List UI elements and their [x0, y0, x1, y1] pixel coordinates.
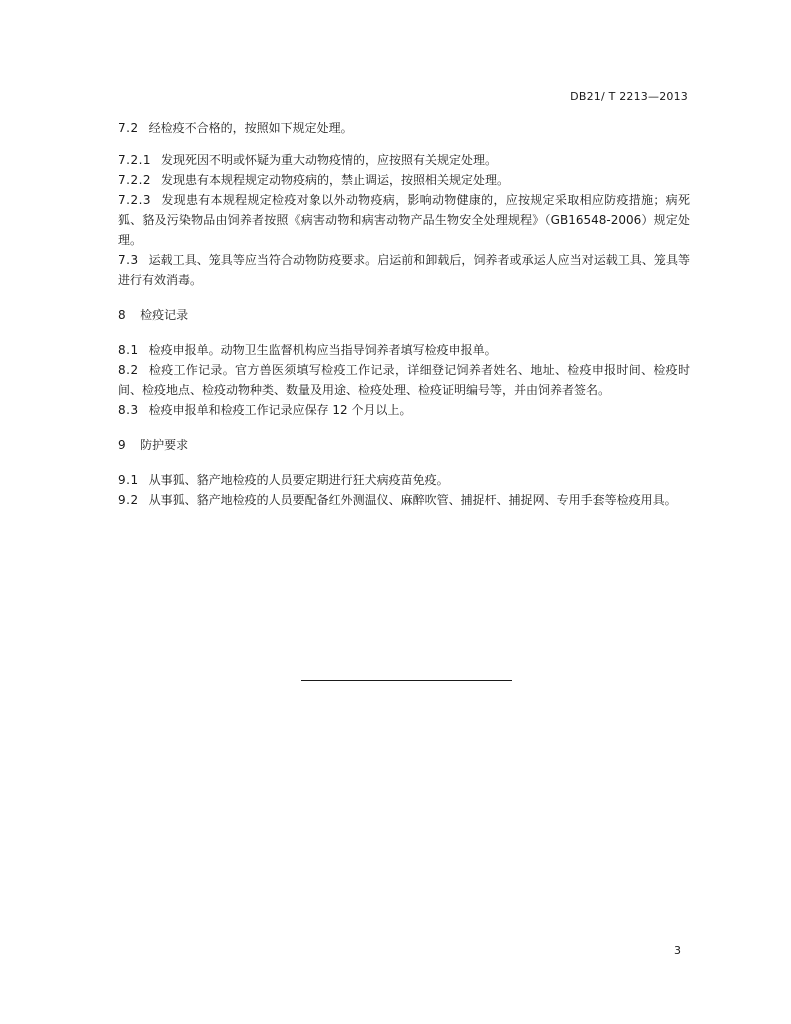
spacer — [118, 138, 690, 150]
clause-7-3 — [118, 250, 690, 290]
document-body — [118, 118, 690, 510]
clause-number: 7.2 — [118, 121, 139, 135]
section-title: 检疫记录 — [140, 308, 189, 322]
clause-number: 8.2 — [118, 363, 139, 377]
clause-text: 检疫工作记录。官方兽医须填写检疫工作记录，详细登记饲养者姓名、地址、检疫申报时间、检疫时间、检疫地点、检疫动物种类、数量及用途、检疫处理、检疫证明编号等，并由饲养者签名。 — [118, 363, 690, 397]
clause-8-1 — [118, 340, 690, 360]
clause-number: 9.2 — [118, 493, 139, 507]
clause-text: 从事狐、貉产地检疫的人员要定期进行狂犬病疫苗免疫。 — [148, 473, 449, 487]
clause-text: 从事狐、貉产地检疫的人员要配备红外测温仪、麻醉吹管、捕捉杆、捕捉网、专用手套等检疫用具。 — [148, 493, 677, 507]
clause-text: 发现死因不明或怀疑为重大动物疫情的，应按照有关规定处理。 — [161, 153, 498, 167]
clause-text: 发现患有本规程规定动物疫病的，禁止调运，按照相关规定处理。 — [161, 173, 510, 187]
section-number: 9 — [118, 438, 127, 452]
document-code: DB21/ T 2213—2013 — [570, 90, 688, 103]
clause-text: 经检疫不合格的，按照如下规定处理。 — [148, 121, 353, 135]
clause-number: 9.1 — [118, 473, 139, 487]
clause-number: 7.2.2 — [118, 173, 152, 187]
spacer — [118, 455, 690, 470]
clause-text: 发现患有本规程规定检疫对象以外动物疫病，影响动物健康的，应按规定采取相应防疫措施；病死狐、貉及污染物品由饲养者按照《病害动物和病害动物产品生物安全处理规程》（GB16548-2006）规定处理。 — [118, 193, 690, 247]
spacer — [118, 290, 690, 305]
clause-7-2-3 — [118, 190, 690, 250]
clause-number: 7.2.3 — [118, 193, 152, 207]
section-heading-9 — [118, 435, 690, 455]
clause-number: 7.3 — [118, 253, 139, 267]
end-of-document-rule — [301, 680, 512, 681]
clause-8-3 — [118, 400, 690, 420]
section-heading-8 — [118, 305, 690, 325]
clause-text: 检疫申报单和检疫工作记录应保存 12 个月以上。 — [148, 403, 412, 417]
clause-text: 运载工具、笼具等应当符合动物防疫要求。启运前和卸载后，饲养者或承运人应当对运载工具、笼具等进行有效消毒。 — [118, 253, 690, 287]
section-number: 8 — [118, 308, 127, 322]
clause-number: 8.1 — [118, 343, 139, 357]
clause-7-2-1 — [118, 150, 690, 170]
clause-number: 7.2.1 — [118, 153, 152, 167]
clause-9-1 — [118, 470, 690, 490]
clause-7-2 — [118, 118, 690, 138]
clause-9-2 — [118, 490, 690, 510]
clause-7-2-2 — [118, 170, 690, 190]
spacer — [118, 325, 690, 340]
clause-8-2 — [118, 360, 690, 400]
section-title: 防护要求 — [140, 438, 189, 452]
spacer — [118, 420, 690, 435]
clause-number: 8.3 — [118, 403, 139, 417]
clause-text: 检疫申报单。动物卫生监督机构应当指导饲养者填写检疫申报单。 — [148, 343, 497, 357]
page-number: 3 — [674, 944, 681, 957]
